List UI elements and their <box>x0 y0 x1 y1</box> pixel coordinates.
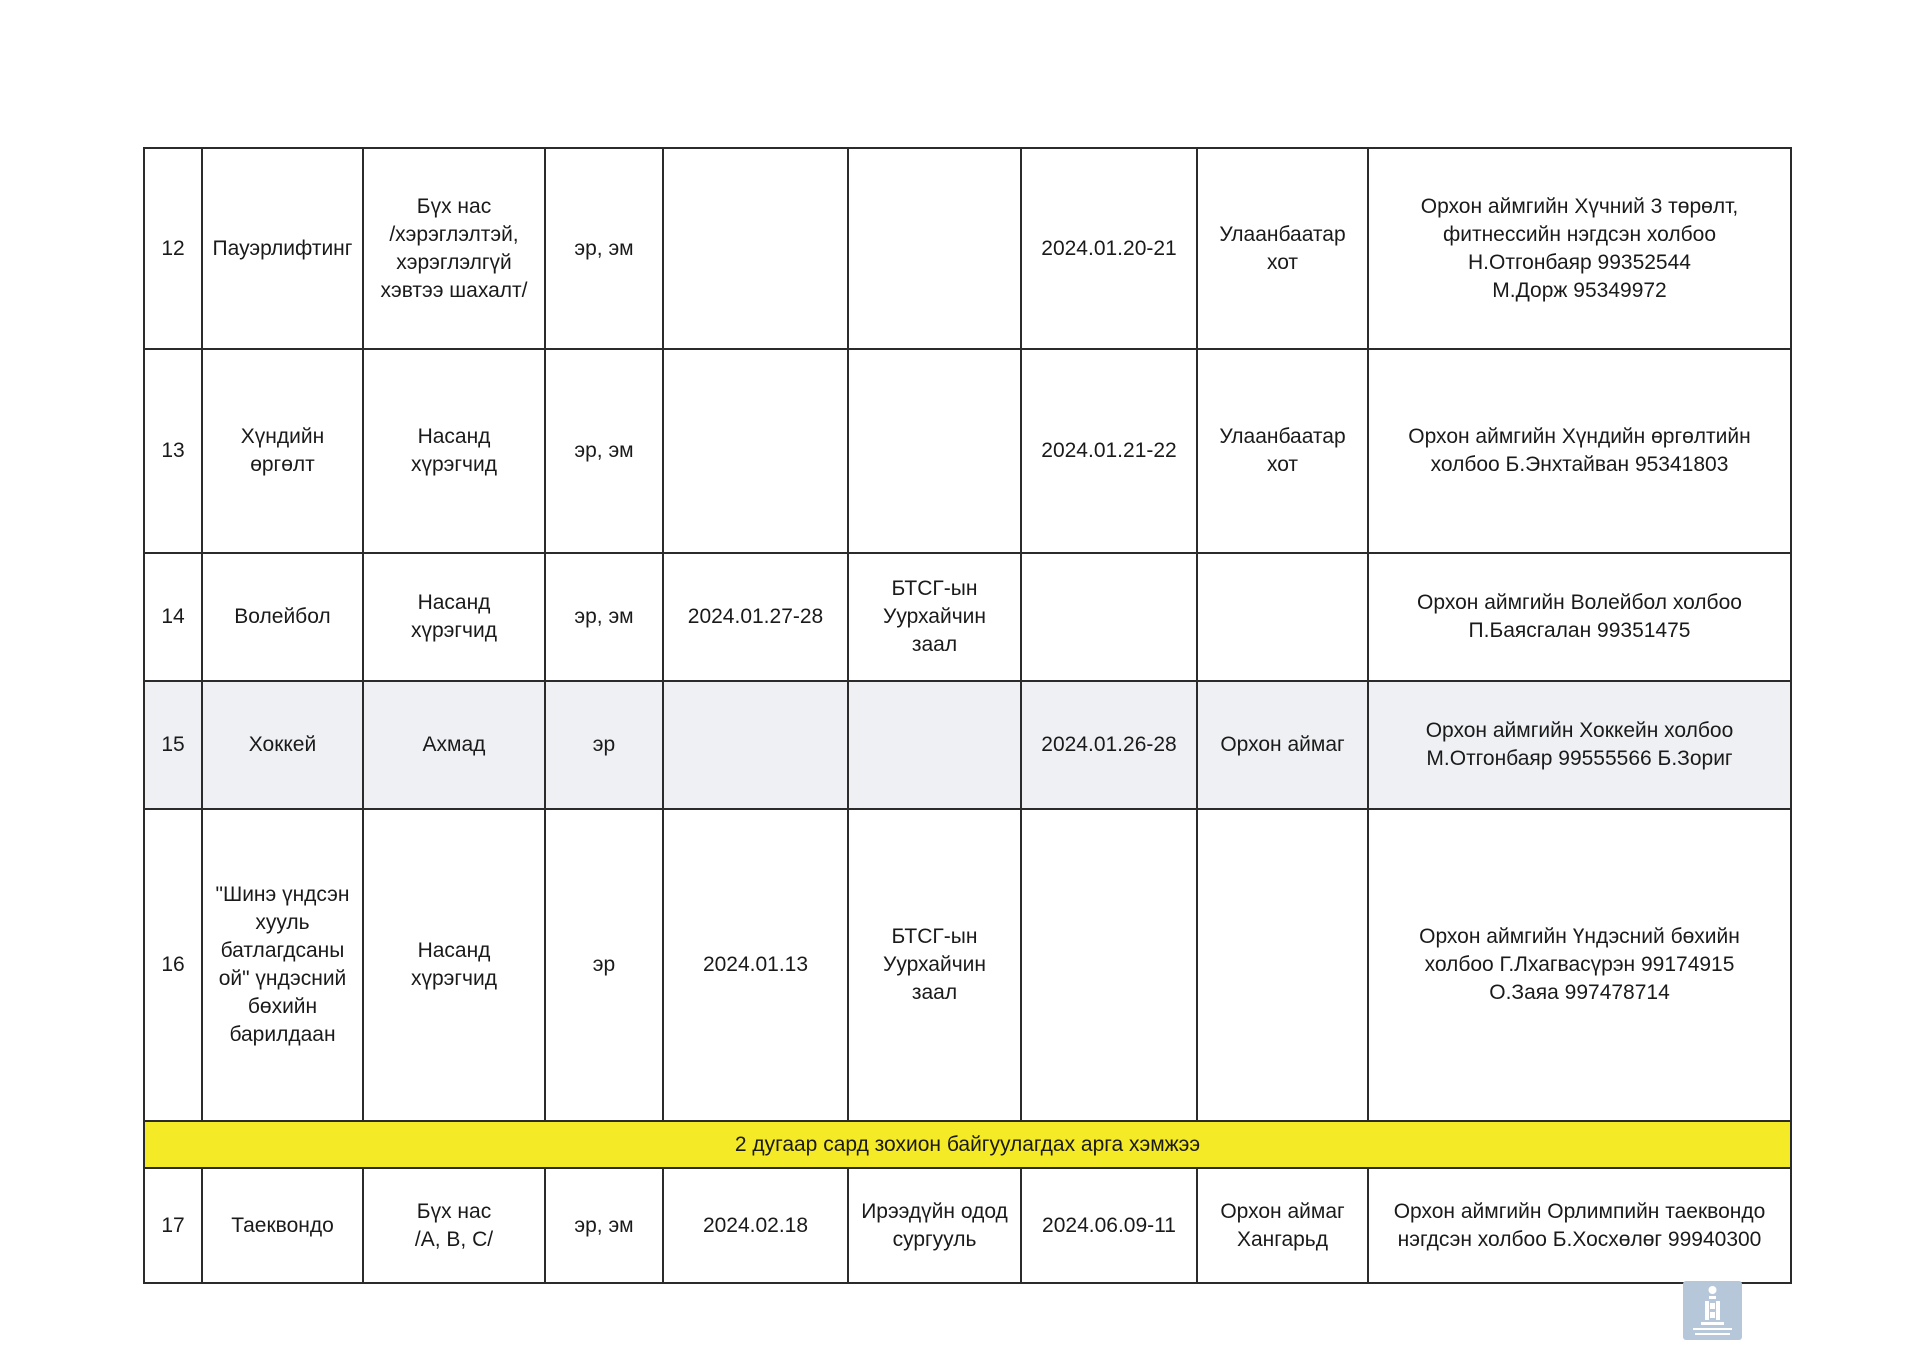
table-row <box>144 553 1791 681</box>
cell-local-venue: БТСГ-ын Уурхайчин заал <box>848 809 1021 1121</box>
cell-number: 15 <box>144 681 202 809</box>
cell-sport: "Шинэ үндсэн хууль батлагдсаны ой" үндэсний бөхийн барилдаан <box>202 809 363 1121</box>
cell-category: Насанд хүрэгчид <box>363 809 545 1121</box>
cell-category: Насанд хүрэгчид <box>363 553 545 681</box>
cell-local-date: 2024.01.27-28 <box>663 553 848 681</box>
cell-local-venue: Ирээдүйн одод сургууль <box>848 1168 1021 1283</box>
section-title: 2 дугаар сард зохион байгуулагдах арга хэмжээ <box>144 1121 1791 1168</box>
cell-number: 14 <box>144 553 202 681</box>
cell-local-date <box>663 681 848 809</box>
government-emblem-icon <box>1683 1281 1742 1340</box>
cell-organizer: Орхон аймгийн Үндэсний бөхийн холбоо Г.Лхагвасүрэн 99174915 О.Заяа 997478714 <box>1368 809 1791 1121</box>
cell-national-venue: Орхон аймаг <box>1197 681 1368 809</box>
table-row <box>144 148 1791 349</box>
cell-organizer: Орхон аймгийн Волейбол холбоо П.Баясгалан 99351475 <box>1368 553 1791 681</box>
table-row <box>144 681 1791 809</box>
cell-local-date: 2024.02.18 <box>663 1168 848 1283</box>
cell-national-date <box>1021 553 1197 681</box>
cell-gender: эр <box>545 681 663 809</box>
cell-national-date <box>1021 809 1197 1121</box>
cell-national-venue <box>1197 553 1368 681</box>
cell-local-venue <box>848 148 1021 349</box>
cell-local-date <box>663 349 848 553</box>
cell-local-venue <box>848 681 1021 809</box>
section-header-row <box>144 1121 1791 1168</box>
cell-category: Насанд хүрэгчид <box>363 349 545 553</box>
cell-local-date <box>663 148 848 349</box>
cell-national-venue <box>1197 809 1368 1121</box>
cell-national-date: 2024.01.20-21 <box>1021 148 1197 349</box>
cell-national-date: 2024.06.09-11 <box>1021 1168 1197 1283</box>
cell-national-venue: Улаанбаатар хот <box>1197 349 1368 553</box>
cell-number: 16 <box>144 809 202 1121</box>
table-row <box>144 349 1791 553</box>
cell-category: Бүх нас /хэрэглэлтэй, хэрэглэлгүй хэвтээ шахалт/ <box>363 148 545 349</box>
cell-sport: Пауэрлифтинг <box>202 148 363 349</box>
cell-gender: эр, эм <box>545 553 663 681</box>
cell-gender: эр, эм <box>545 1168 663 1283</box>
cell-category: Бүх нас /А, В, С/ <box>363 1168 545 1283</box>
cell-organizer: Орхон аймгийн Хүндийн өргөлтийн холбоо Б.Энхтайван 95341803 <box>1368 349 1791 553</box>
cell-local-date: 2024.01.13 <box>663 809 848 1121</box>
cell-national-date: 2024.01.26-28 <box>1021 681 1197 809</box>
cell-category: Ахмад <box>363 681 545 809</box>
cell-gender: эр, эм <box>545 148 663 349</box>
cell-gender: эр <box>545 809 663 1121</box>
cell-national-venue: Улаанбаатар хот <box>1197 148 1368 349</box>
cell-number: 17 <box>144 1168 202 1283</box>
events-table <box>143 147 1792 1284</box>
cell-organizer: Орхон аймгийн Хоккейн холбоо М.Отгонбаяр 99555566 Б.Зориг <box>1368 681 1791 809</box>
cell-organizer: Орхон аймгийн Орлимпийн таеквондо нэгдсэн холбоо Б.Хосхөлөг 99940300 <box>1368 1168 1791 1283</box>
cell-sport: Волейбол <box>202 553 363 681</box>
cell-sport: Таеквондо <box>202 1168 363 1283</box>
cell-number: 12 <box>144 148 202 349</box>
cell-local-venue: БТСГ-ын Уурхайчин заал <box>848 553 1021 681</box>
cell-local-venue <box>848 349 1021 553</box>
table-row <box>144 809 1791 1121</box>
cell-national-date: 2024.01.21-22 <box>1021 349 1197 553</box>
cell-national-venue: Орхон аймаг Хангарьд <box>1197 1168 1368 1283</box>
cell-sport: Хүндийн өргөлт <box>202 349 363 553</box>
cell-number: 13 <box>144 349 202 553</box>
cell-gender: эр, эм <box>545 349 663 553</box>
table-row <box>144 1168 1791 1283</box>
cell-organizer: Орхон аймгийн Хүчний 3 төрөлт, фитнессийн нэгдсэн холбоо Н.Отгонбаяр 99352544 М.Дорж 95349972 <box>1368 148 1791 349</box>
cell-sport: Хоккей <box>202 681 363 809</box>
